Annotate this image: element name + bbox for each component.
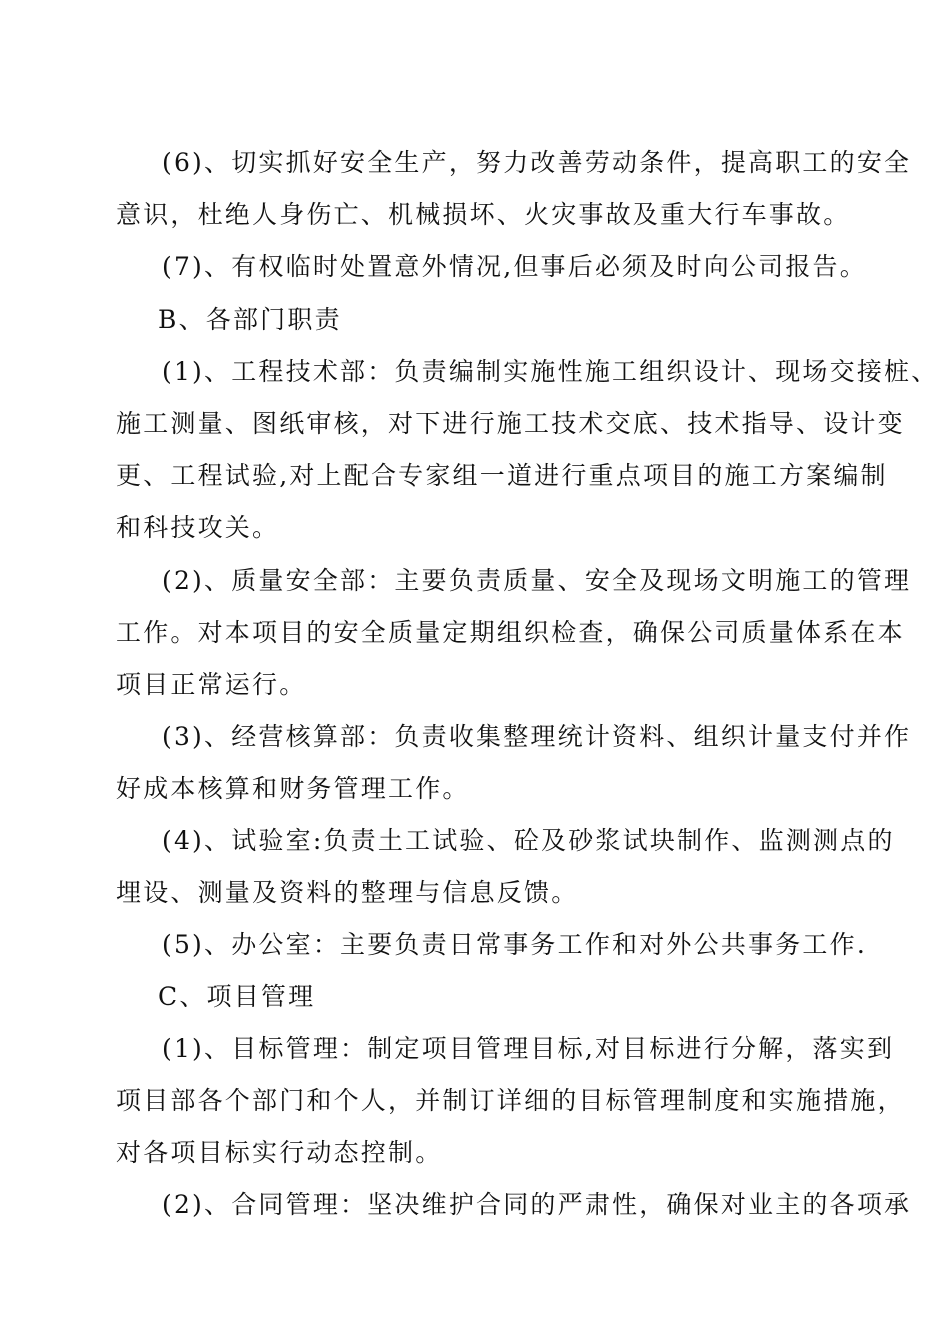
paragraph-6-line-2: 意识，杜绝人身伤亡、机械损坏、火灾事故及重大行车事故。 (116, 200, 851, 229)
section-heading-b: B、各部门职责 (158, 305, 342, 334)
dept-1-line-1: (1)、工程技术部：负责编制实施性施工组织设计、现场交接桩、 (162, 357, 939, 386)
section-heading-c: C、项目管理 (158, 982, 316, 1011)
dept-2-line-3: 项目正常运行。 (116, 670, 307, 699)
dept-3-line-1: (3)、经营核算部：负责收集整理统计资料、组织计量支付并作 (162, 722, 912, 751)
mgmt-1-line-3: 对各项目标实行动态控制。 (116, 1138, 443, 1167)
dept-2-line-1: (2)、质量安全部：主要负责质量、安全及现场文明施工的管理 (162, 566, 912, 595)
dept-4-line-1: (4)、试验室:负责土工试验、砼及砂浆试块制作、监测测点的 (162, 826, 895, 855)
paragraph-6-line-1: (6)、切实抓好安全生产，努力改善劳动条件，提高职工的安全 (162, 148, 912, 177)
dept-1-line-4: 和科技攻关。 (116, 513, 280, 542)
dept-1-line-3: 更、工程试验,对上配合专家组一道进行重点项目的施工方案编制 (116, 461, 888, 490)
dept-5-line-1: (5)、办公室：主要负责日常事务工作和对外公共事务工作. (162, 930, 867, 959)
paragraph-7-line-1: (7)、有权临时处置意外情况,但事后必须及时向公司报告。 (162, 252, 867, 281)
mgmt-2-line-1: (2)、合同管理：坚决维护合同的严肃性，确保对业主的各项承 (162, 1190, 912, 1219)
mgmt-1-line-2: 项目部各个部门和个人，并制订详细的目标管理制度和实施措施， (116, 1086, 905, 1115)
dept-1-line-2: 施工测量、图纸审核，对下进行施工技术交底、技术指导、设计变 (116, 409, 905, 438)
mgmt-1-line-1: (1)、目标管理：制定项目管理目标,对目标进行分解，落实到 (162, 1034, 895, 1063)
dept-4-line-2: 埋设、测量及资料的整理与信息反馈。 (116, 878, 579, 907)
dept-2-line-2: 工作。对本项目的安全质量定期组织检查，确保公司质量体系在本 (116, 618, 905, 647)
dept-3-line-2: 好成本核算和财务管理工作。 (116, 774, 470, 803)
